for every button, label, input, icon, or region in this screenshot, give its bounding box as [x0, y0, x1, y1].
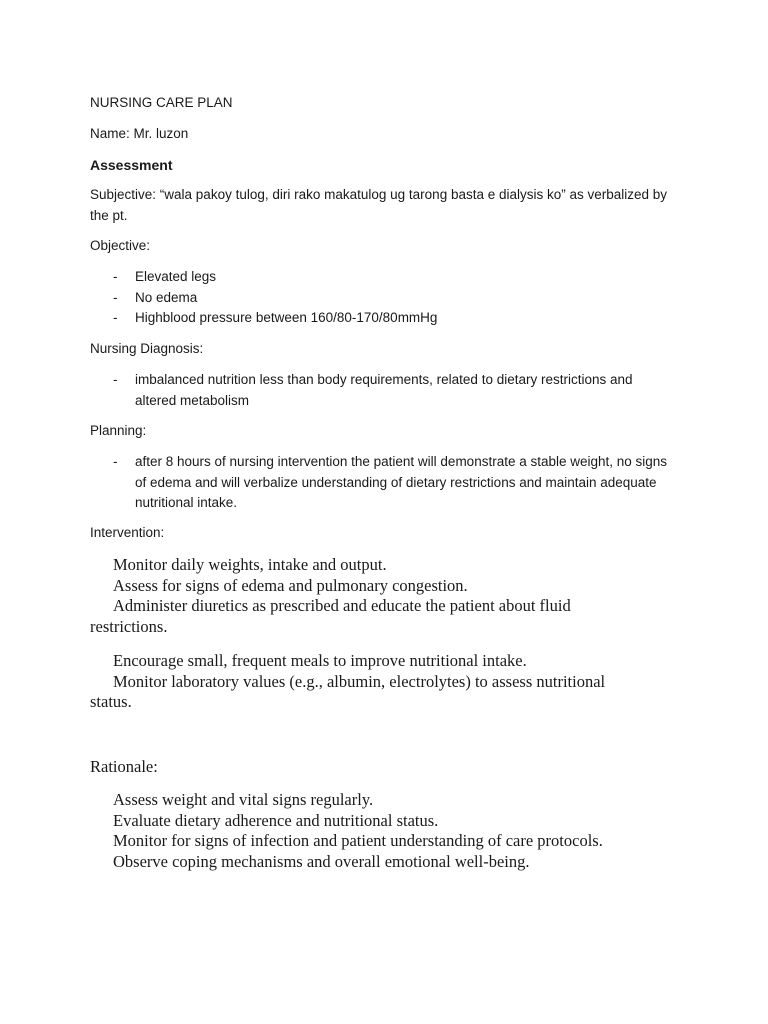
- nursing-diagnosis-list: [90, 370, 670, 411]
- intervention-line: Encourage small, frequent meals to improve nutritional intake.: [113, 651, 527, 670]
- dash-bullet: -: [113, 269, 118, 284]
- patient-name: Name: Mr. luzon: [90, 126, 189, 141]
- list-item: [90, 288, 670, 309]
- list-item: [90, 370, 670, 411]
- objective-label: Objective:: [90, 238, 151, 253]
- intervention-line: Monitor daily weights, intake and output.: [113, 555, 387, 574]
- planning-item-text: after 8 hours of nursing intervention the patient will demonstrate a stable weight, no signs of edema and will verbalize understanding of dietary restrictions and maintain adequate nutritional intake.: [135, 454, 668, 510]
- subjective-text: Subjective: “wala pakoy tulog, diri rako makatulog ug tarong basta e dialysis ko” as verbalized by the pt.: [90, 187, 668, 223]
- planning-label: Planning:: [90, 423, 147, 438]
- rationale-line: Evaluate dietary adherence and nutritional status.: [113, 810, 439, 830]
- intervention-group-2: [90, 651, 650, 713]
- list-item: [90, 452, 670, 514]
- planning-list: [90, 452, 670, 514]
- document-title: NURSING CARE PLAN: [90, 95, 233, 110]
- diagnosis-item-text: imbalanced nutrition less than body requirements, related to dietary restrictions and altered metabolism: [135, 372, 633, 408]
- intervention-line: Assess for signs of edema and pulmonary congestion.: [113, 575, 468, 595]
- intervention-group-1: [90, 555, 650, 637]
- intervention-label: Intervention:: [90, 525, 165, 540]
- dash-bullet: -: [113, 454, 118, 469]
- objective-list: [90, 267, 670, 329]
- dash-bullet: -: [113, 289, 118, 305]
- list-item: [90, 308, 670, 329]
- intervention-line: Monitor laboratory values (e.g., albumin, electrolytes) to assess nutritional status.: [90, 671, 606, 711]
- nursing-diagnosis-label: Nursing Diagnosis:: [90, 341, 204, 356]
- intervention-line: Administer diuretics as prescribed and educate the patient about fluid restrictions.: [90, 596, 571, 636]
- objective-item-text: Elevated legs: [135, 269, 217, 284]
- list-item: [90, 267, 670, 288]
- rationale-line: Observe coping mechanisms and overall emotional well-being.: [113, 851, 530, 871]
- rationale-line: Assess weight and vital signs regularly.: [113, 790, 374, 809]
- dash-bullet: -: [113, 310, 118, 325]
- assessment-heading: Assessment: [90, 157, 173, 173]
- objective-item-text: No edema: [135, 289, 198, 305]
- dash-bullet: -: [113, 372, 118, 387]
- rationale-label: Rationale:: [90, 757, 158, 776]
- rationale-group: [90, 790, 670, 872]
- rationale-line: Monitor for signs of infection and patient understanding of care protocols.: [113, 831, 603, 850]
- objective-item-text: Highblood pressure between 160/80-170/80mmHg: [135, 310, 438, 325]
